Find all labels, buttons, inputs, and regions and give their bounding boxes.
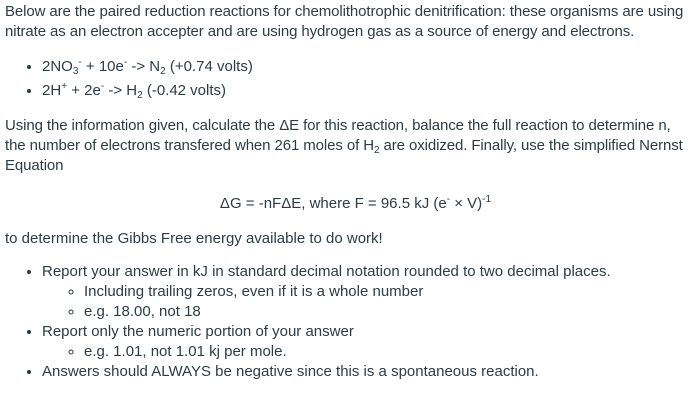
rule-detail: ◦ Including trailing zeros, even if it is a whole number: [84, 282, 694, 302]
intro-paragraph: Below are the paired reduction reactions for chemolithotrophic denitrification: these organisms are using nitrate as an electron accepter and are using hydrogen gas as a source of energy and electrons.: [5, 3, 684, 40]
nernst-equation: ΔG = -nFΔE, where F = 96.5 kJ $(e^- \times V)^{-1}$: [219, 194, 492, 212]
rule-numeric-only: • Report only the numeric portion of your answer ◦ e.g. 1.01, not 1.01 kj per mole.: [42, 322, 694, 362]
gibbs-instruction: to determine the Gibbs Free energy available to do work!: [5, 230, 383, 247]
calculation-instructions: Using the information given, calculate the ΔE for this reaction, balance the full reaction to determine n, the number of electrons transfered when 261 moles of $H_2$ are oxidized. Finally, use the simplified Nernst Equation: [5, 117, 683, 174]
reaction-hydrogen: • $2H^+ + 2e^- -> H_2$ (-0.42 volts): [42, 81, 694, 101]
answer-rules-list: [5, 262, 694, 382]
rule-numeric-details: [42, 342, 694, 362]
rule-negative: • Answers should ALWAYS be negative since this is a spontaneous reaction.: [42, 362, 694, 382]
reaction-nitrate: • $2NO_3^- + 10e^- -> N_2$ (+0.74 volts): [42, 57, 694, 77]
rule-format-details: [42, 282, 694, 322]
rule-example: ◦ e.g. 18.00, not 18: [84, 302, 694, 322]
reaction-list: [5, 57, 694, 101]
rule-format: • Report your answer in kJ in standard decimal notation rounded to two decimal places. ◦ Including trailing zeros, even if it is a whole number ◦ e.g. 18.00, not 18: [42, 262, 694, 322]
rule-example: ◦ e.g. 1.01, not 1.01 kj per mole.: [84, 342, 694, 362]
